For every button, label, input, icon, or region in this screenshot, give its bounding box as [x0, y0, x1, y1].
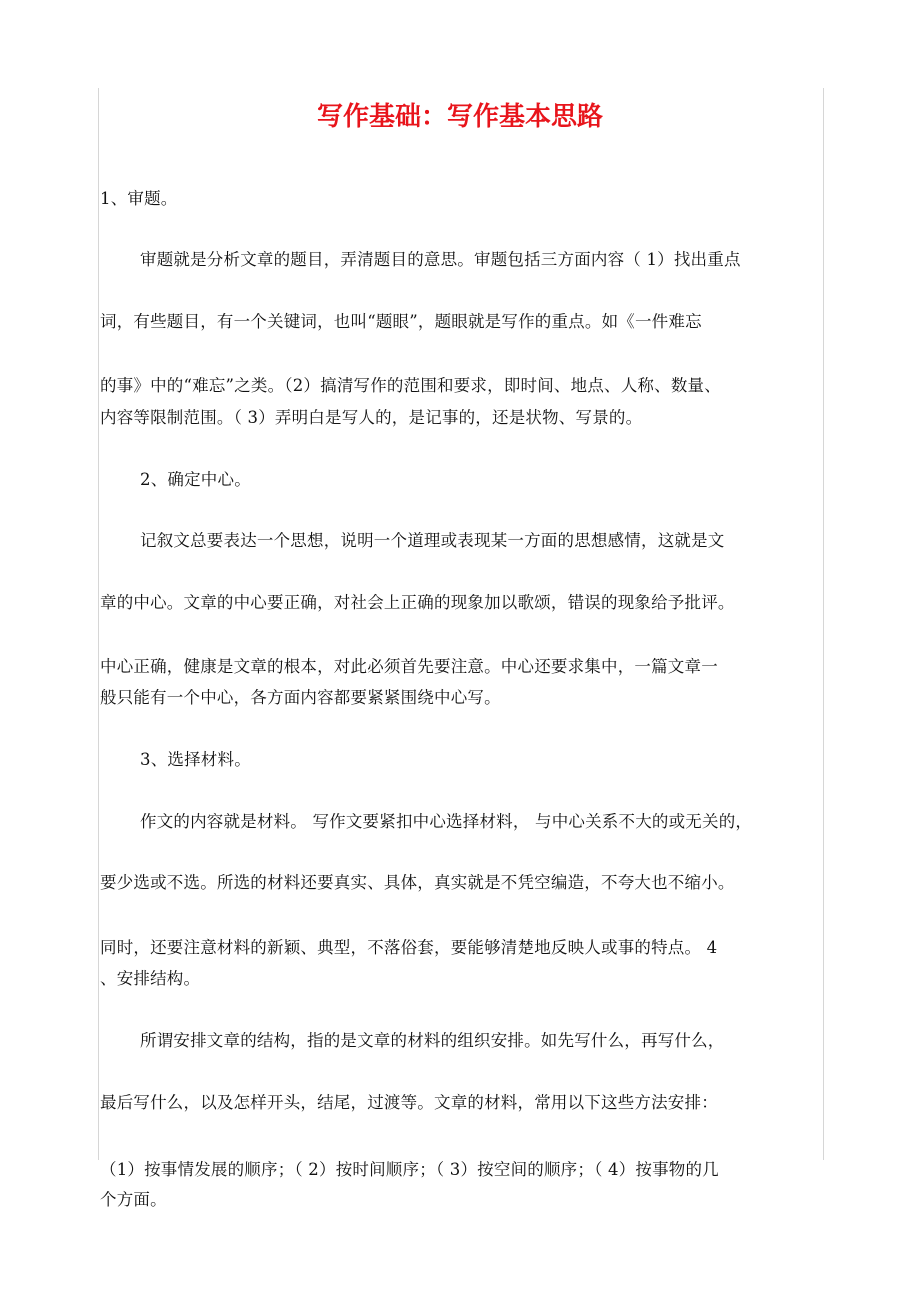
right-border-line — [823, 88, 824, 1160]
paragraph-line: 般只能有一个中心，各方面内容都要紧紧围绕中心写。 — [100, 688, 501, 707]
paragraph-line: 所谓安排文章的结构，指的是文章的材料的组织安排。如先写什么，再写什么， — [140, 1031, 725, 1050]
paragraph-line: 词，有些题目，有一个关键词，也叫“题眼”，题眼就是写作的重点。如《一件难忘 — [100, 312, 702, 331]
paragraph-line: 的事》中的“难忘”之类。（2）搞清写作的范围和要求，即时间、地点、人称、数量、 — [100, 376, 721, 395]
paragraph-line: 记叙文总要表达一个思想，说明一个道理或表现某一方面的思想感情，这就是文 — [140, 531, 725, 550]
heading-3: 3、选择材料。 — [140, 750, 251, 769]
paragraph-line: 内容等限制范围。（ 3）弄明白是写人的，是记事的，还是状物、写景的。 — [100, 408, 643, 427]
document-title: 写作基础：写作基本思路 — [316, 102, 603, 132]
paragraph-line: 审题就是分析文章的题目，弄清题目的意思。审题包括三方面内容（ 1）找出重点 — [140, 250, 741, 269]
left-border-line — [98, 88, 99, 1160]
heading-4: 、安排结构。 — [100, 969, 201, 988]
paragraph-line: 个方面。 — [100, 1190, 167, 1209]
paragraph-line: 要少选或不选。所选的材料还要真实、具体，真实就是不凭空编造，不夸大也不缩小。 — [100, 873, 735, 892]
heading-2: 2、确定中心。 — [140, 470, 251, 489]
paragraph-line: （1）按事情发展的顺序；（ 2）按时间顺序；（ 3）按空间的顺序；（ 4）按事物的几 — [100, 1160, 719, 1179]
paragraph-line: 同时，还要注意材料的新颖、典型，不落俗套，要能够清楚地反映人或事的特点。 4 — [100, 938, 718, 957]
paragraph-line: 章的中心。文章的中心要正确，对社会上正确的现象加以歌颂，错误的现象给予批评。 — [100, 593, 735, 612]
heading-1: 1、审题。 — [100, 189, 178, 208]
paragraph-line: 最后写什么，以及怎样开头，结尾，过渡等。文章的材料，常用以下这些方法安排： — [100, 1093, 718, 1112]
paragraph-line: 作文的内容就是材料。 写作文要紧扣中心选择材料， 与中心关系不大的或无关的， — [140, 812, 753, 831]
paragraph-line: 中心正确，健康是文章的根本，对此必须首先要注意。中心还要求集中，一篇文章一 — [100, 657, 718, 676]
